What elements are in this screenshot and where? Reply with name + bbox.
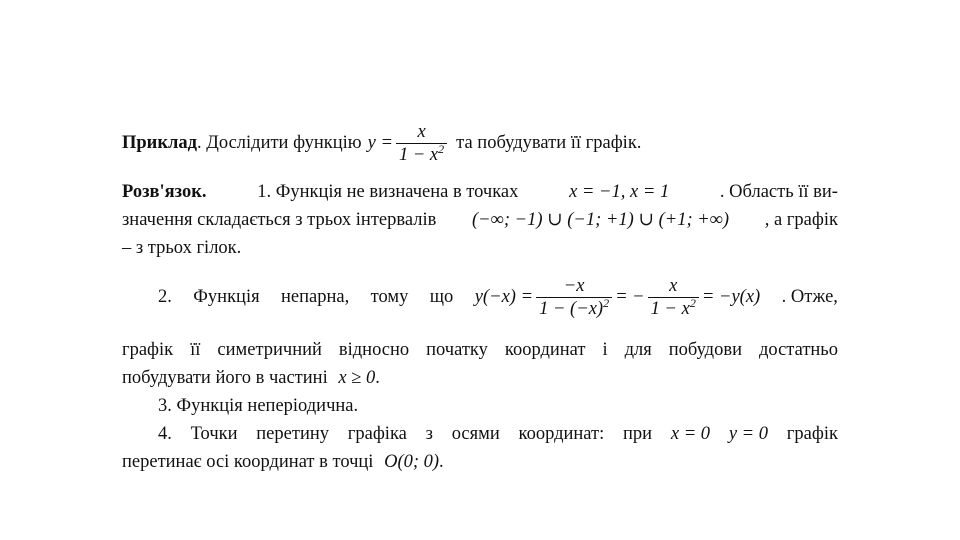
example-function-lhs: y =	[367, 133, 393, 153]
solution-p4-math-2: y = 0	[728, 424, 769, 444]
solution-p4-word-2: Точки	[190, 424, 238, 444]
example-denominator-exponent: 2	[438, 141, 445, 156]
solution-p4-word-4: графіка	[347, 424, 407, 444]
example-text-2: та побудувати її графік.	[456, 133, 642, 153]
solution-p2-line2: графік її симетричний відносно початку координат і для побудови достатньо	[122, 340, 838, 360]
solution-p4-word-6: осями	[451, 424, 500, 444]
solution-p2-fraction-1	[536, 275, 612, 320]
solution-p4-word-5: з	[425, 424, 433, 444]
solution-p2-word-3: тому	[370, 287, 409, 307]
example-denominator-base: 1 − x	[398, 144, 439, 165]
solution-p2-fraction-1-denominator	[536, 297, 612, 320]
solution-p2-line3-end: .	[375, 368, 380, 388]
solution-p4-line2-text: перетинає осі координат в точці	[122, 452, 374, 472]
solution-p2-fraction-1-numerator: −x	[563, 275, 585, 296]
solution-p2-end: . Отже,	[781, 287, 838, 307]
solution-p2-fraction-1-den-exp: 2	[603, 295, 610, 310]
solution-p2-word-4: що	[429, 287, 454, 307]
example-fraction-denominator	[396, 143, 447, 166]
document-body	[122, 118, 838, 476]
solution-line-1	[122, 178, 838, 206]
solution-p1-text-1: 1. Функція не визначена в точках	[257, 182, 519, 202]
solution-p2-fraction-2-denominator	[648, 297, 699, 320]
solution-p4-line-2	[122, 448, 838, 476]
solution-p1-line2-text: значення складається з трьох інтервалів	[122, 210, 437, 230]
example-fraction-numerator: x	[417, 121, 426, 142]
solution-p1-intervals: (−∞; −1) ∪ (−1; +1) ∪ (+1; +∞)	[471, 210, 730, 230]
example-line	[122, 118, 838, 168]
solution-p1-text-2: . Область її ви-	[719, 182, 838, 202]
solution-p2-num: 2.	[158, 287, 172, 307]
solution-p4-word-3: перетину	[256, 424, 329, 444]
solution-p3-line	[122, 392, 838, 420]
solution-title: Розв'язок.	[122, 182, 207, 202]
solution-p4-word-8: при	[623, 424, 653, 444]
example-title: Приклад	[122, 133, 197, 153]
solution-p2-line-3	[122, 364, 838, 392]
solution-p2-fraction-2-den-exp: 2	[689, 295, 696, 310]
example-function-fraction	[396, 121, 447, 166]
solution-p2-line3-math: x ≥ 0	[338, 368, 376, 388]
solution-p4-line2-end: .	[439, 452, 444, 472]
solution-p4-line-1	[122, 420, 838, 448]
solution-p2-line3-text: побудувати його в частині	[122, 368, 328, 388]
solution-p2-lhs: y(−x) =	[474, 287, 534, 307]
solution-p4-word-1: 4.	[158, 424, 172, 444]
spacer	[122, 322, 838, 336]
solution-p2-formula	[475, 275, 761, 320]
solution-p2-line-1	[122, 272, 838, 322]
spacer	[122, 262, 838, 272]
solution-p2-word-2: непарна,	[281, 287, 350, 307]
solution-p2-fraction-2-numerator: x	[669, 275, 678, 296]
solution-p1-line2-end: , а графік	[764, 210, 838, 230]
solution-p4-word-7: координат:	[518, 424, 605, 444]
solution-p4-word-9: графік	[786, 424, 838, 444]
solution-p2-line-2	[122, 336, 838, 364]
solution-p2-rhs: = −y(x)	[701, 287, 761, 307]
example-text-1: . Дослідити функцію	[197, 133, 362, 153]
solution-p2-word-1: Функція	[193, 287, 260, 307]
solution-p4-line2-math: O(0; 0)	[384, 452, 440, 472]
solution-p2-fraction-2-den-base: 1 − x	[650, 298, 690, 319]
solution-p2-fraction-2	[648, 275, 699, 320]
solution-p2-fraction-1-den-base: 1 − (−x)	[539, 298, 604, 319]
solution-p3: 3. Функція неперіодична.	[158, 396, 359, 416]
solution-p2-eq2: = −	[615, 287, 645, 307]
solution-p1-points: x = −1, x = 1	[569, 182, 670, 202]
solution-line-2	[122, 206, 838, 234]
solution-line-3	[122, 234, 838, 262]
solution-p1-line3: – з трьох гілок.	[122, 238, 242, 258]
spacer	[122, 168, 838, 178]
solution-p4-math-1: x = 0	[670, 424, 711, 444]
